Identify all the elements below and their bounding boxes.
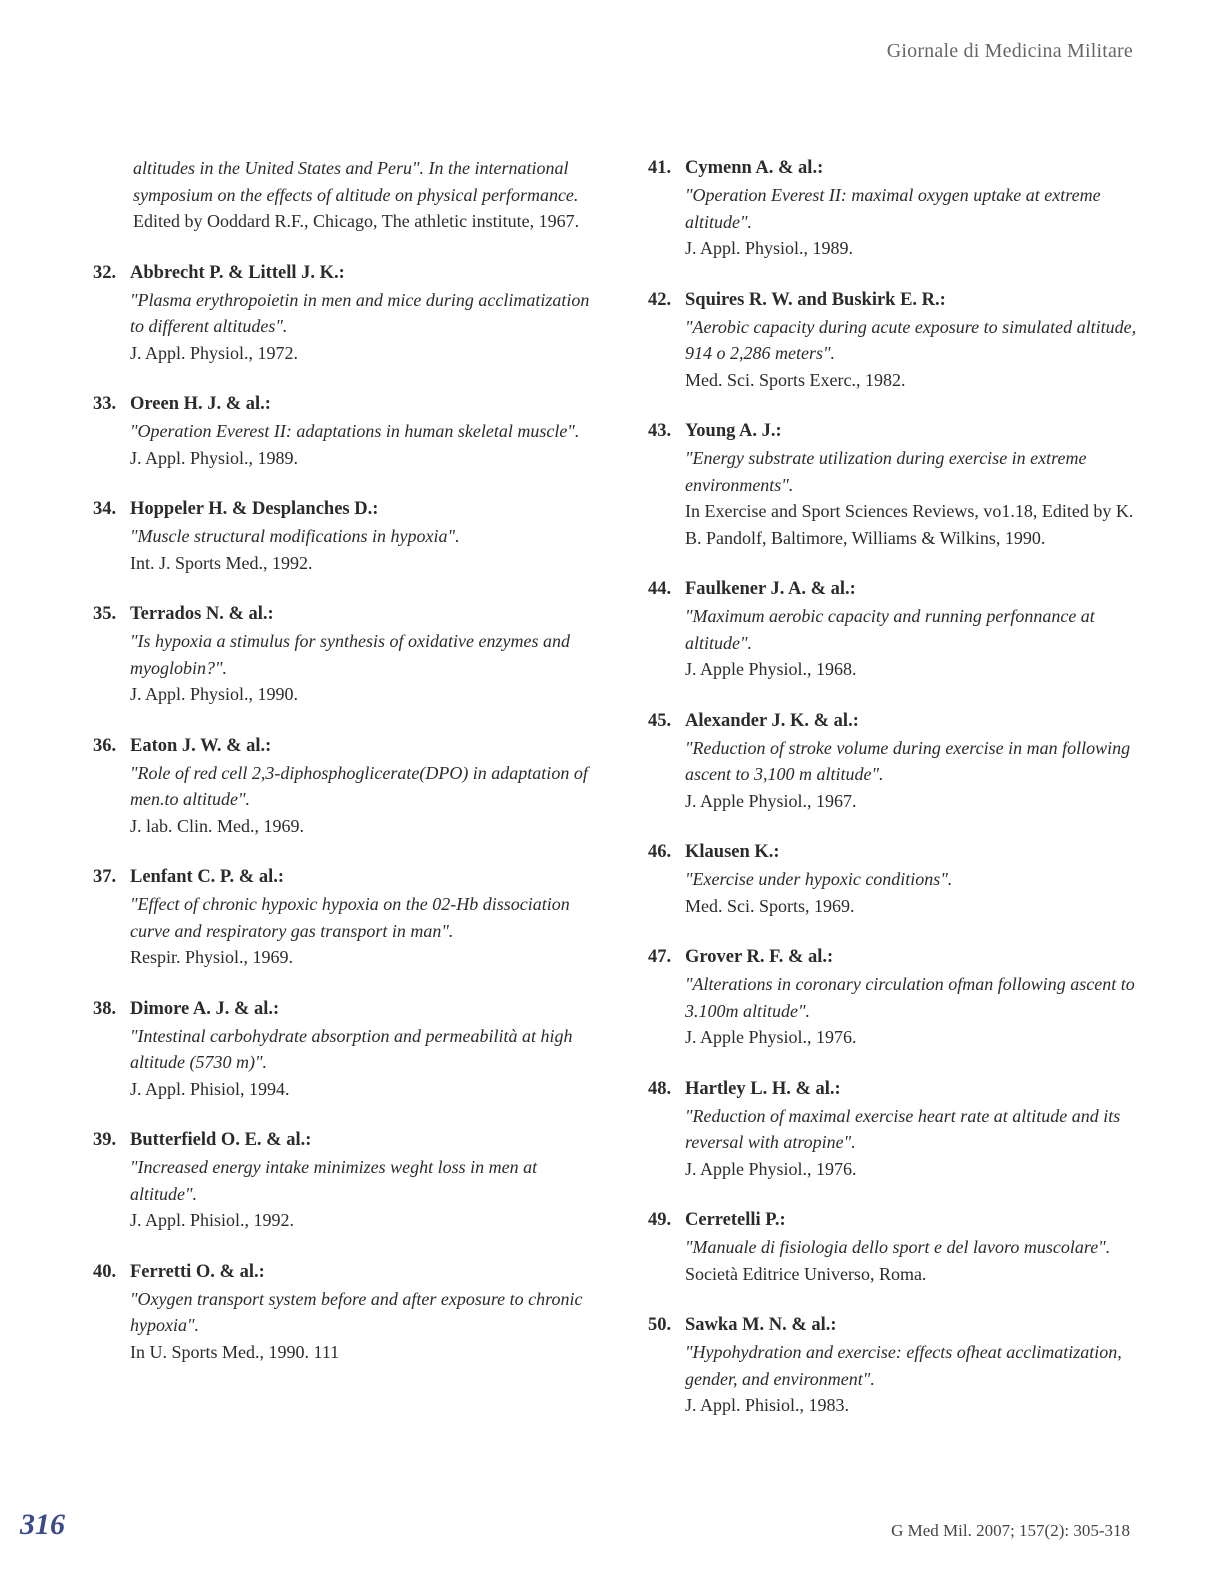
reference-title: "Hypohydration and exercise: effects ofheat acclimatization, gender, and environment".: [685, 1342, 1122, 1389]
reference-authors: Eaton J. W. & al.:: [130, 735, 272, 756]
reference-source: Respir. Physiol., 1969.: [130, 947, 294, 967]
reference-title: "Reduction of maximal exercise heart rate at altitude and its reversal with atropine".: [685, 1105, 1121, 1152]
reference-title: altitudes in the United States and Peru". In the international symposium on the effects of altitude on physical performance.: [133, 158, 579, 205]
reference-34: [93, 496, 603, 576]
reference-title: "Role of red cell 2,3-diphosphoglicerate(DPO) in adaptation of men.to altitude".: [130, 762, 588, 809]
reference-authors: Lenfant C. P. & al.:: [130, 867, 284, 887]
reference-number: 43.: [648, 421, 672, 441]
reference-source: J. Apple Physiol., 1968.: [685, 659, 857, 679]
reference-38: [93, 996, 603, 1103]
reference-source: In Exercise and Sport Sciences Reviews, vo1.18, Edited by K. B. Pandolf, Baltimore, Williams & Wilkins, 1990.: [685, 501, 1134, 548]
reference-authors: Faulkener J. A. & al.:: [685, 579, 856, 599]
reference-number: 45.: [648, 710, 672, 731]
reference-authors: Sawka M. N. & al.:: [685, 1315, 837, 1335]
reference-title: "Alterations in coronary circulation ofman following ascent to 3.100m altitude".: [685, 974, 1135, 1021]
reference-source: J. Appl. Physiol., 1989.: [130, 447, 299, 468]
reference-title: "Exercise under hypoxic conditions".: [685, 869, 953, 889]
reference-37: [93, 864, 603, 971]
reference-title: "Increased energy intake minimizes weght loss in men at altitude".: [130, 1157, 538, 1204]
reference-authors: Alexander J. K. & al.:: [685, 710, 859, 731]
reference-source: J. Appl. Phisiol., 1983.: [685, 1395, 850, 1415]
reference-title: "Is hypoxia a stimulus for synthesis of oxidative enzymes and myoglobin?".: [130, 631, 570, 678]
journal-header: Giornale di Medicina Militare: [886, 40, 1133, 62]
reference-32: [93, 260, 603, 367]
reference-title: "Intestinal carbohydrate absorption and permeabilità at high altitude (5730 m)".: [130, 1025, 573, 1072]
reference-authors: Klausen K.:: [685, 842, 780, 862]
reference-50: [648, 1312, 1148, 1419]
reference-39: [93, 1127, 603, 1234]
reference-title: "Energy substrate utilization during exercise in extreme environments".: [685, 448, 1087, 495]
reference-41: [648, 155, 1148, 262]
reference-number: 49.: [648, 1210, 672, 1230]
reference-authors: Abbrecht P. & Littell J. K.:: [130, 262, 345, 283]
reference-number: 37.: [93, 867, 117, 887]
reference-title: "Plasma erythropoietin in men and mice during acclimatization to different altitudes".: [130, 289, 590, 336]
reference-authors: Squires R. W. and Buskirk E. R.:: [685, 289, 946, 310]
reference-source: Med. Sci. Sports Exerc., 1982.: [685, 369, 906, 390]
reference-number: 44.: [648, 579, 672, 599]
reference-number: 34.: [93, 499, 117, 519]
reference-source: Med. Sci. Sports, 1969.: [685, 895, 855, 916]
reference-45: [648, 708, 1148, 815]
reference-number: 32.: [93, 262, 117, 283]
reference-source: Società Editrice Universo, Roma.: [685, 1263, 927, 1284]
reference-number: 36.: [93, 735, 117, 756]
reference-48: [648, 1076, 1148, 1183]
reference-authors: Cymenn A. & al.:: [685, 158, 824, 178]
reference-source: J. Appl. Phisiol., 1992.: [130, 1210, 295, 1230]
reference-source: J. Appl. Phisiol, 1994.: [130, 1078, 290, 1099]
reference-authors: Hartley L. H. & al.:: [685, 1078, 841, 1099]
reference-source: J. Apple Physiol., 1976.: [685, 1027, 857, 1047]
reference-authors: Hoppeler H. & Desplanches D.:: [130, 499, 379, 519]
reference-44: [648, 576, 1148, 683]
reference-40: [93, 1259, 603, 1366]
reference-source: In U. Sports Med., 1990. 111: [130, 1341, 340, 1362]
reference-title: "Effect of chronic hypoxic hypoxia on the 02-Hb dissociation curve and respiratory gas transport in man".: [130, 894, 570, 941]
reference-authors: Dimore A. J. & al.:: [130, 998, 280, 1019]
reference-authors: Young A. J.:: [685, 421, 782, 441]
reference-source: J. Appl. Physiol., 1989.: [685, 238, 854, 258]
reference-33: [93, 391, 603, 471]
reference-number: 46.: [648, 842, 672, 862]
reference-authors: Cerretelli P.:: [685, 1210, 786, 1230]
reference-36: [93, 733, 603, 840]
reference-authors: Oreen H. J. & al.:: [130, 394, 271, 414]
reference-source: Edited by Ooddard R.F., Chicago, The athletic institute, 1967.: [133, 211, 580, 231]
reference-number: 33.: [93, 394, 117, 414]
reference-number: 41.: [648, 158, 672, 178]
reference-title: "Operation Everest II: maximal oxygen uptake at extreme altitude".: [685, 185, 1101, 232]
reference-source: J. Apple Physiol., 1976.: [685, 1158, 857, 1179]
reference-authors: Ferretti O. & al.:: [130, 1261, 265, 1282]
reference-35: [93, 601, 603, 708]
reference-title: "Manuale di fisiologia dello sport e del lavoro muscolare".: [685, 1237, 1111, 1257]
journal-citation: G Med Mil. 2007; 157(2): 305-318: [891, 1521, 1130, 1540]
reference-number: 39.: [93, 1130, 117, 1150]
reference-source: J. Appl. Physiol., 1972.: [130, 342, 299, 363]
reference-authors: Terrados N. & al.:: [130, 604, 274, 624]
reference-number: 47.: [648, 947, 672, 967]
reference-title: "Reduction of stroke volume during exercise in man following ascent to 3,100 m altitude".: [685, 737, 1131, 784]
reference-continuation: [93, 155, 603, 235]
reference-title: "Oxygen transport system before and after exposure to chronic hypoxia".: [130, 1288, 583, 1335]
reference-authors: Butterfield O. E. & al.:: [130, 1130, 312, 1150]
reference-46: [648, 839, 1148, 919]
reference-title: "Operation Everest II: adaptations in human skeletal muscle".: [130, 421, 580, 441]
reference-source: Int. J. Sports Med., 1992.: [130, 552, 313, 573]
right-column: [648, 155, 1148, 1444]
reference-number: 35.: [93, 604, 117, 624]
reference-authors: Grover R. F. & al.:: [685, 947, 834, 967]
reference-title: "Aerobic capacity during acute exposure to simulated altitude, 914 o 2,286 meters".: [685, 316, 1137, 363]
reference-title: "Maximum aerobic capacity and running perfonnance at altitude".: [685, 606, 1095, 653]
reference-source: J. Appl. Physiol., 1990.: [130, 684, 299, 704]
reference-43: [648, 418, 1148, 551]
reference-source: J. lab. Clin. Med., 1969.: [130, 815, 304, 836]
reference-title: "Muscle structural modifications in hypoxia".: [130, 526, 460, 546]
reference-number: 50.: [648, 1315, 672, 1335]
reference-source: J. Apple Physiol., 1967.: [685, 790, 857, 811]
reference-49: [648, 1207, 1148, 1287]
left-column: [93, 155, 603, 1390]
reference-42: [648, 287, 1148, 394]
reference-47: [648, 944, 1148, 1051]
reference-number: 42.: [648, 289, 672, 310]
reference-number: 38.: [93, 998, 117, 1019]
page-number: 316: [20, 1508, 65, 1541]
reference-number: 48.: [648, 1078, 672, 1099]
reference-number: 40.: [93, 1261, 117, 1282]
